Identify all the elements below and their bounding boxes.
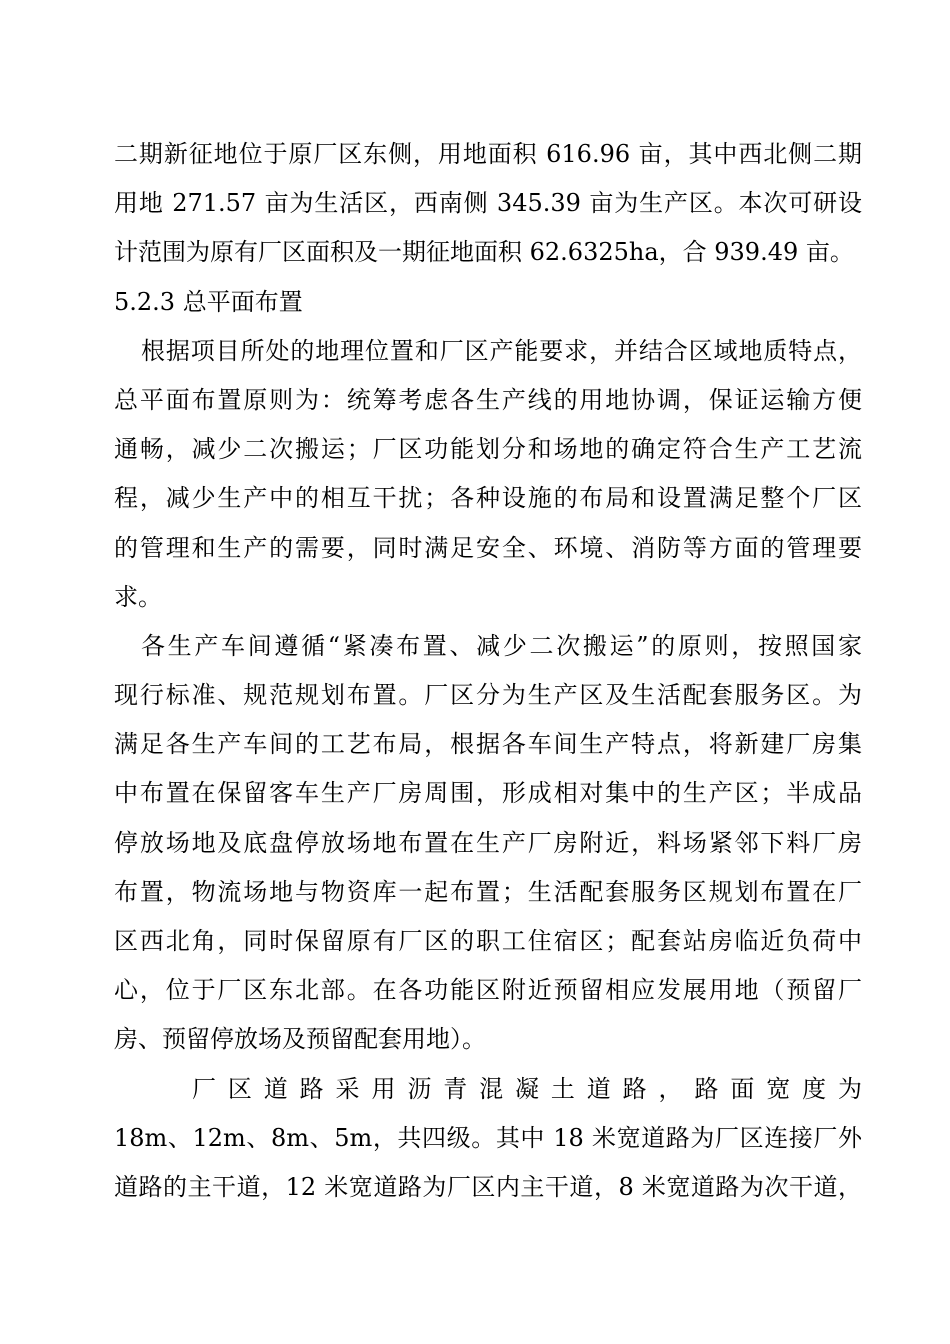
text-line: 各生产车间遵循“紧凑布置、减少二次搬运”的原则，按照国家 — [141, 631, 862, 660]
text-line: 房、预留停放场及预留配套用地）。 — [114, 1025, 486, 1054]
text-line: 现行标准、规范规划布置。厂区分为生产区及生活配套服务区。为 — [114, 681, 862, 710]
text-line: 通畅，减少二次搬运；厂区功能划分和场地的确定符合生产工艺流 — [114, 435, 862, 464]
text-line: 程，减少生产中的相互干扰；各种设施的布局和设置满足整个厂区 — [114, 484, 862, 513]
text-line: 计范围为原有厂区面积及一期征地面积 62.6325ha，合 939.49 亩。 — [114, 238, 854, 267]
text-line: 求。 — [114, 582, 162, 611]
text-line: 心，位于厂区东北部。在各功能区附近预留相应发展用地（预留厂 — [114, 976, 862, 1005]
text-line: 总平面布置原则为：统筹考虑各生产线的用地协调，保证运输方便 — [114, 385, 862, 414]
text-line: 满足各生产车间的工艺布局，根据各车间生产特点，将新建厂房集 — [114, 730, 862, 759]
paragraph-layout-principles — [114, 327, 862, 622]
text-line: 的管理和生产的需要，同时满足安全、环境、消防等方面的管理要 — [114, 533, 862, 562]
text-line: 二期新征地位于原厂区东侧，用地面积 616.96 亩，其中西北侧二期 — [114, 140, 862, 168]
text-line: 停放场地及底盘停放场地布置在生产厂房附近，料场紧邻下料厂房 — [114, 828, 862, 857]
text-line: 中布置在保留客车生产厂房周围，形成相对集中的生产区；半成品 — [114, 779, 862, 808]
paragraph-roads — [114, 1065, 862, 1213]
section-heading: 5.2.3 总平面布置 — [114, 287, 303, 316]
text-line: 布置，物流场地与物资库一起布置；生活配套服务区规划布置在厂 — [114, 877, 862, 906]
text-line: 根据项目所处的地理位置和厂区产能要求，并结合区域地质特点， — [141, 336, 862, 365]
text-line: 用地 271.57 亩为生活区，西南侧 345.39 亩为生产区。本次可研设 — [114, 189, 862, 218]
document-body — [114, 130, 862, 1212]
text-line: 区西北角，同时保留原有厂区的职工住宿区；配套站房临近负荷中 — [114, 927, 862, 955]
paragraph-site-area — [114, 130, 862, 278]
text-line: 道路的主干道，12 米宽道路为厂区内主干道，8 米宽道路为次干道， — [114, 1172, 862, 1201]
text-line: 18m、12m、8m、5m，共四级。其中 18 米宽道路为厂区连接厂外 — [114, 1123, 862, 1152]
paragraph-workshop-layout — [114, 622, 862, 1065]
text-line: 厂区道路采用沥青混凝土道路，路面宽度为 — [192, 1074, 862, 1103]
